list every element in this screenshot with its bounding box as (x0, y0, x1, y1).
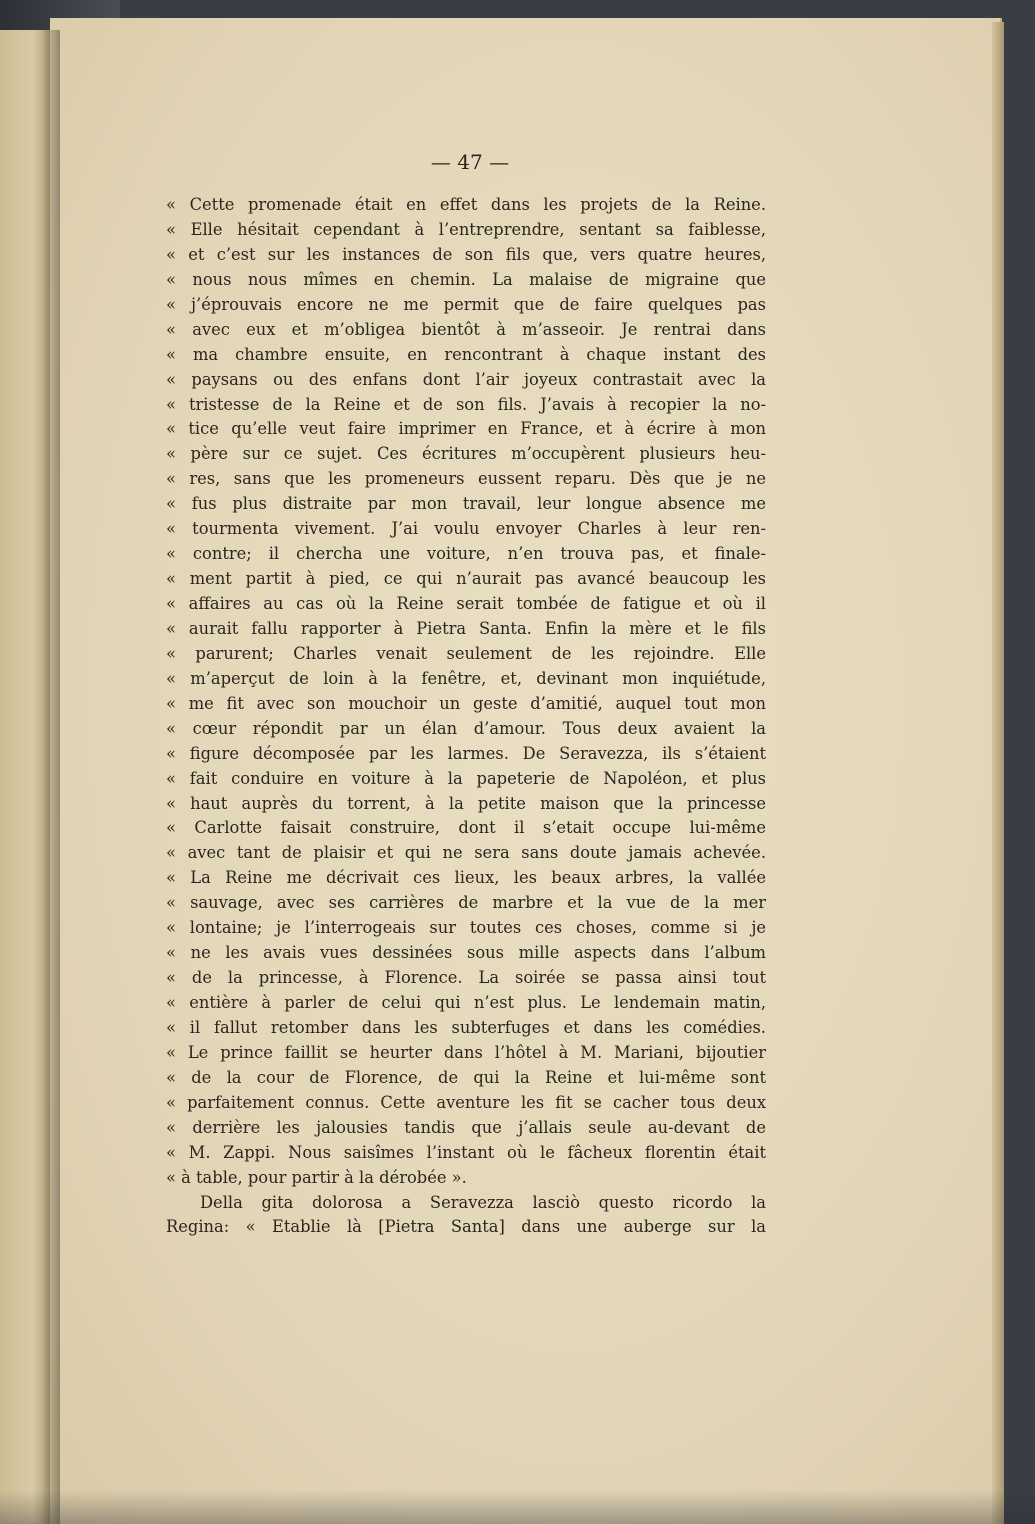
text-line: « parurent; Charles venait seulement de les rejoindre. Elle (166, 643, 766, 663)
text-line: « ment partit à pied, ce qui n’aurait pas avancé beaucoup les (166, 569, 766, 589)
text-line: « tristesse de la Reine et de son fils. J’avais à recopier la no- (166, 394, 766, 414)
text-line: « parfaitement connus. Cette aventure les fit se cacher tous deux (166, 1092, 766, 1112)
text-line: « et c’est sur les instances de son fils que, vers quatre heures, (166, 244, 766, 264)
gutter-shadow (42, 30, 60, 1524)
text-line: « cœur répondit par un élan d’amour. Tous deux avaient la (166, 718, 766, 738)
text-line: « tice qu’elle veut faire imprimer en France, et à écrire à mon (166, 419, 766, 439)
text-line: « Le prince faillit se heurter dans l’hôtel à M. Mariani, bijoutier (166, 1042, 766, 1062)
text-line: « avec tant de plaisir et qui ne sera sans doute jamais achevée. (166, 843, 766, 863)
text-line: Regina: « Etablie là [Pietra Santa] dans une auberge sur la (166, 1217, 766, 1237)
text-line: « me fit avec son mouchoir un geste d’amitié, auquel tout mon (166, 693, 766, 713)
text-line: « entière à parler de celui qui n’est plus. Le lendemain matin, (166, 993, 766, 1012)
text-line: « ne les avais vues dessinées sous mille aspects dans l’album (166, 943, 766, 963)
text-line: « de la princesse, à Florence. La soirée se passa ainsi tout (166, 968, 766, 988)
text-line: « Elle hésitait cependant à l’entreprendre, sentant sa faiblesse, (166, 219, 766, 239)
text-line: « fus plus distraite par mon travail, leur longue absence me (166, 494, 766, 514)
text-line: « Cette promenade était en effet dans les projets de la Reine. (166, 195, 766, 214)
bottom-shadow (0, 1490, 1035, 1524)
text-line: « m’aperçut de loin à la fenêtre, et, devinant mon inquiétude, (166, 668, 766, 688)
text-line: « Carlotte faisait construire, dont il s’etait occupe lui-même (166, 818, 766, 838)
text-line: « derrière les jalousies tandis que j’allais seule au-devant de (166, 1117, 766, 1137)
text-line: « paysans ou des enfans dont l’air joyeux contrastait avec la (166, 369, 766, 389)
text-line: « lontaine; je l’interrogeais sur toutes ces choses, comme si je (166, 918, 766, 938)
text-line: « La Reine me décrivait ces lieux, les beaux arbres, la vallée (166, 868, 766, 888)
text-line: « figure décomposée par les larmes. De Seravezza, ils s’étaient (166, 743, 766, 763)
text-line: « sauvage, avec ses carrières de marbre et la vue de la mer (166, 893, 766, 913)
page-number: — 47 — (430, 150, 510, 174)
text-line: « père sur ce sujet. Ces écritures m’occupèrent plusieurs heu- (166, 444, 766, 464)
text-line: « tourmenta vivement. J’ai voulu envoyer Charles à leur ren- (166, 519, 766, 539)
text-line: « M. Zappi. Nous saisîmes l’instant où le fâcheux florentin était (166, 1142, 766, 1162)
text-line: « affaires au cas où la Reine serait tombée de fatigue et où il (166, 594, 766, 613)
text-line: « contre; il chercha une voiture, n’en trouva pas, et finale- (166, 544, 766, 564)
text-line: « ma chambre ensuite, en rencontrant à chaque instant des (166, 344, 766, 364)
text-line: « res, sans que les promeneurs eussent reparu. Dès que je ne (166, 469, 766, 489)
text-line: « nous nous mîmes en chemin. La malaise de migraine que (166, 269, 766, 289)
text-line: « il fallut retomber dans les subterfuges et dans les comédies. (166, 1017, 766, 1037)
text-line: « fait conduire en voiture à la papeterie de Napoléon, et plus (166, 768, 766, 788)
body-text (166, 193, 766, 1240)
text-line: « j’éprouvais encore ne me permit que de faire quelques pas (166, 294, 766, 314)
text-line: « haut auprès du torrent, à la petite maison que la princesse (166, 793, 766, 813)
page-right-edge (992, 22, 1004, 1524)
text-line: Della gita dolorosa a Seravezza lasciò questo ricordo la (200, 1192, 766, 1212)
text-line: « avec eux et m’obligea bientôt à m’asseoir. Je rentrai dans (166, 319, 766, 339)
text-line: « à table, pour partir à la dérobée ». (166, 1167, 467, 1187)
text-line: « aurait fallu rapporter à Pietra Santa. Enfin la mère et le fils (166, 618, 766, 638)
text-line: « de la cour de Florence, de qui la Reine et lui-même sont (166, 1067, 766, 1087)
